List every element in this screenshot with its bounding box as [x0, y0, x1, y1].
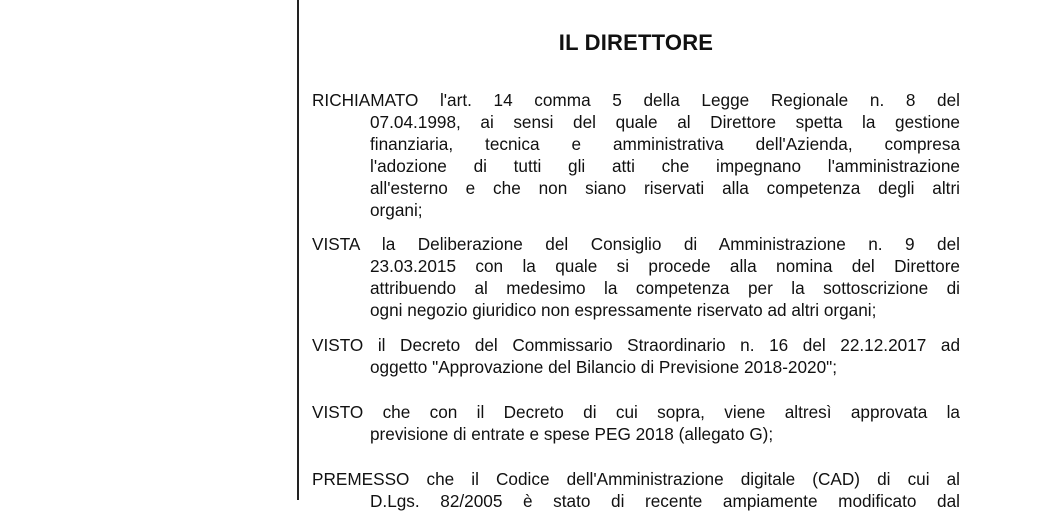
- paragraph-line: attribuendo al medesimo la competenza per la sottoscrizione di: [370, 278, 960, 298]
- paragraph-line: D.Lgs. 82/2005 è stato di recente ampiamente modificato dal: [370, 491, 960, 511]
- paragraph-line: organi;: [370, 200, 423, 220]
- paragraph-line: 07.04.1998, ai sensi del quale al Direttore spetta la gestione: [370, 112, 960, 132]
- paragraph-line: RICHIAMATO l'art. 14 comma 5 della Legge Regionale n. 8 del: [312, 90, 960, 110]
- paragraph-line: ogni negozio giuridico non espressamente riservato ad altri organi;: [370, 300, 877, 320]
- paragraph-vista: [312, 233, 960, 321]
- paragraph-line: VISTO il Decreto del Commissario Straordinario n. 16 del 22.12.2017 ad: [312, 335, 960, 355]
- paragraph-line: l'adozione di tutti gli atti che impegnano l'amministrazione: [370, 156, 960, 176]
- paragraph-line: all'esterno e che non siano riservati alla competenza degli altri: [370, 178, 960, 198]
- paragraph-premesso: [312, 468, 960, 511]
- left-margin-rule: [297, 0, 299, 500]
- paragraph-line: previsione di entrate e spese PEG 2018 (allegato G);: [370, 424, 774, 444]
- paragraph-line: VISTA la Deliberazione del Consiglio di Amministrazione n. 9 del: [312, 234, 960, 254]
- paragraph-richiamato: [312, 89, 960, 221]
- document-title: IL DIRETTORE: [558, 30, 714, 55]
- paragraph-visto-peg: [312, 401, 960, 445]
- paragraph-line: 23.03.2015 con la quale si procede alla nomina del Direttore: [370, 256, 960, 276]
- paragraph-line: oggetto "Approvazione del Bilancio di Previsione 2018-2020";: [370, 357, 838, 377]
- paragraph-line: PREMESSO che il Codice dell'Amministrazione digitale (CAD) di cui al: [312, 469, 960, 489]
- paragraph-line: VISTO che con il Decreto di cui sopra, viene altresì approvata la: [312, 402, 960, 422]
- paragraph-visto-decreto: [312, 334, 960, 378]
- paragraph-line: finanziaria, tecnica e amministrativa dell'Azienda, compresa: [370, 134, 960, 154]
